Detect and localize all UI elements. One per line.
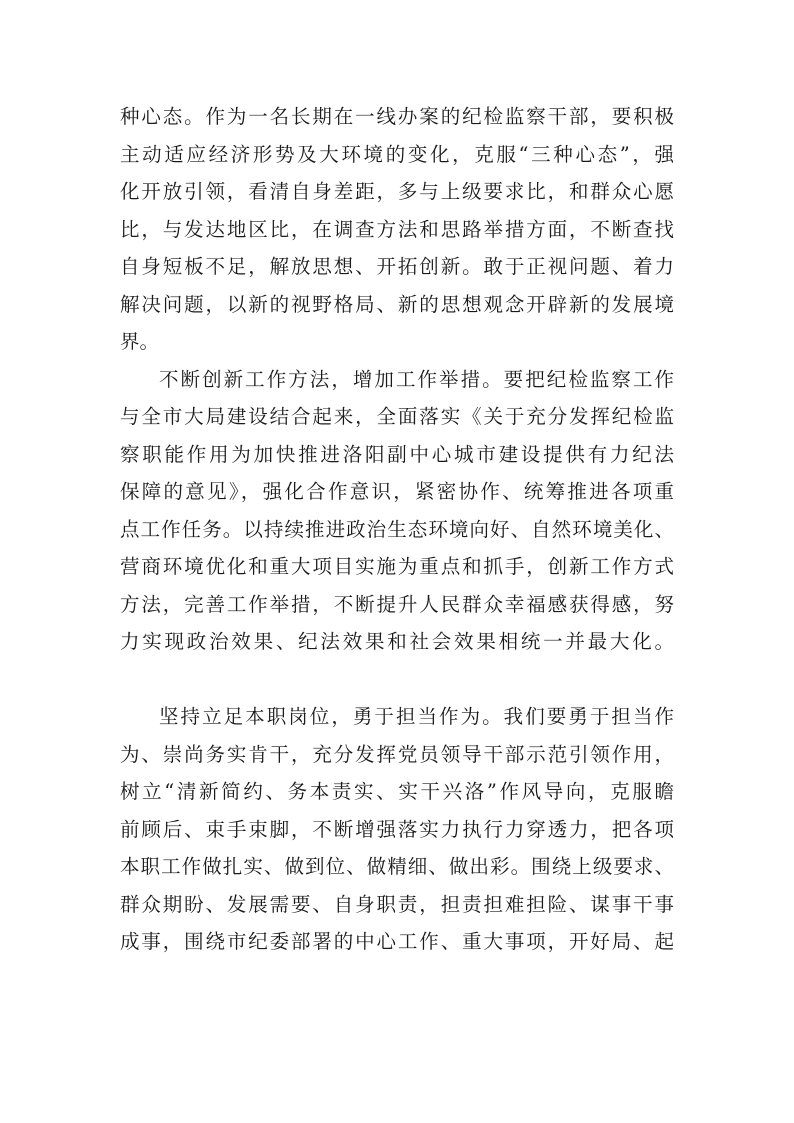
- text-line: 化开放引领，看清自身差距，多与上级要求比，和群众心愿: [120, 180, 674, 203]
- text-line: 主动适应经济形势及大环境的变化，克服“三种心态”，强: [120, 142, 674, 166]
- text-line: 察职能作用为加快推进洛阳副中心城市建设提供有力纪法: [120, 442, 674, 466]
- paragraph-3: [120, 698, 674, 961]
- text-line: 种心态。作为一名长期在一线办案的纪检监察干部，要积极: [120, 105, 674, 128]
- text-line: 前顾后、束手束脚，不断增强落实力执行力穿透力，把各项: [120, 817, 674, 841]
- text-line: 方法，完善工作举措，不断提升人民群众幸福感获得感，努: [120, 592, 674, 616]
- text-line: 自身短板不足，解放思想、开拓创新。敢于正视问题、着力: [120, 255, 674, 278]
- text-line: 界。: [120, 330, 160, 353]
- text-line: 群众期盼、发展需要、自身职责，担责担难担险、谋事干事: [120, 892, 674, 916]
- paragraph-2: [120, 361, 674, 699]
- text-line: 本职工作做扎实、做到位、做精细、做出彩。围绕上级要求、: [120, 855, 674, 878]
- text-line: [120, 661, 674, 699]
- text-line: 解决问题，以新的视野格局、新的思想观念开辟新的发展境: [120, 292, 674, 316]
- text-line: 保障的意见》，强化合作意识，紧密协作、统筹推进各项重: [120, 480, 674, 503]
- text-line: 比，与发达地区比，在调查方法和思路举措方面，不断查找: [120, 217, 674, 241]
- text-line: 营商环境优化和重大项目实施为重点和抓手，创新工作方式: [120, 555, 674, 578]
- text-line: 树立“清新简约、务本责实、实干兴洛”作风导向，克服瞻: [120, 780, 674, 803]
- text-line: 力实现政治效果、纪法效果和社会效果相统一并最大化。: [120, 630, 674, 653]
- document-body: [120, 98, 674, 961]
- paragraph-heading-line: 坚持立足本职岗位，勇于担当作为。我们要勇于担当作: [159, 705, 674, 728]
- text-line: 点工作任务。以持续推进政治生态环境向好、自然环境美化、: [120, 517, 674, 541]
- text-line: 成事，围绕市纪委部署的中心工作、重大事项，开好局、起: [120, 930, 674, 953]
- text-line: 与全市大局建设结合起来，全面落实《关于充分发挥纪检监: [120, 405, 674, 428]
- paragraph-1: [120, 98, 674, 361]
- paragraph-heading-line: 不断创新工作方法，增加工作举措。要把纪检监察工作: [159, 367, 674, 391]
- text-line: 为、崇尚务实肯干，充分发挥党员领导干部示范引领作用，: [120, 742, 674, 766]
